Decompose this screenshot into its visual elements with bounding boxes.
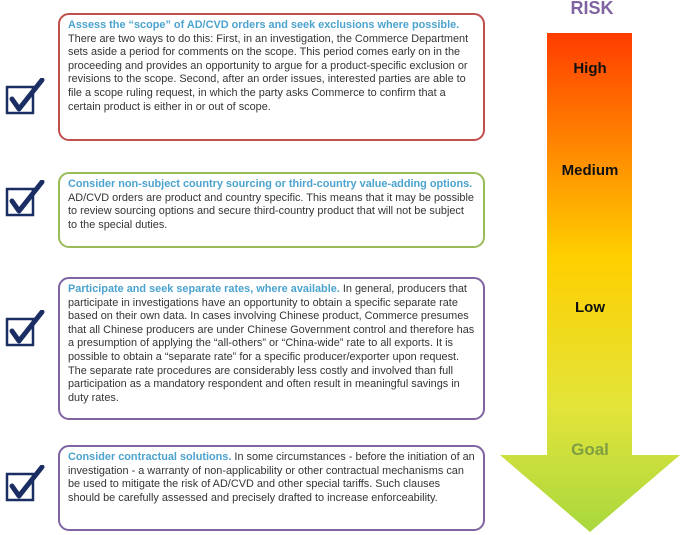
box-title: Assess the “scope” of AD/CVD orders and seek exclusions where possible. (68, 19, 460, 31)
third-country-sourcing-box (58, 172, 485, 248)
checkbox-checked-icon (4, 310, 46, 350)
box-body: AD/CVD orders are product and country specific. This means that it may be possible to review sourcing options and secure third-country product that will not be subject to the special duties. (68, 191, 474, 231)
box-title: Consider non-subject country sourcing or third-country value-adding options. (68, 178, 473, 190)
checkbox-checked-icon (4, 465, 46, 505)
contractual-solutions-box (58, 445, 485, 531)
risk-level-low: Low (575, 299, 605, 316)
checkbox-checked-icon (4, 180, 46, 220)
box-title: Consider contractual solutions. (68, 451, 232, 463)
box-body: There are two ways to do this: First, in an investigation, the Commerce Department sets aside a period for comments on the scope. This period comes early on in the proceeding and provides an opportunity to argue for a product-specific exclusion or revisions to the scope. Second, after an order issues, interested parties are able to file a scope ruling request, in which the party asks Commerce to confirm that a certain product is either in or out of scope. (68, 32, 469, 113)
risk-title: RISK (570, 0, 614, 18)
scope-exclusion-box (58, 13, 485, 141)
checkbox-checked-icon (4, 78, 46, 118)
box-body: In general, producers that participate in investigations have an opportunity to obtain a specific separate rate based on their own data. In cases involving Chinese product, Commerce presumes that all Chinese producers are under Chinese Government control and therefore has a presumption of applying the “all-others” or “China-wide” rate to all exports. It is possible to obtain a “separate rate” for a specific producer/exporter upon request. The separate rate procedures are considerably less costly and involved than full participation as a mandatory respondent and often result in meaningful savings in duty rates. (68, 283, 475, 404)
box-title: Participate and seek separate rates, where available. (68, 283, 340, 295)
separate-rates-box (58, 277, 485, 420)
risk-level-medium: Medium (561, 162, 619, 179)
risk-level-high: High (573, 60, 607, 77)
box-body: In some circumstances - before the initiation of an investigation - a warranty of non-applicability or other contractual mechanisms can be used to mitigate the risk of AD/CVD and other special tariffs. Such clauses should be carefully assessed and precisely drafted to increase enforceability. (68, 451, 475, 504)
risk-level-goal: Goal (571, 440, 609, 459)
